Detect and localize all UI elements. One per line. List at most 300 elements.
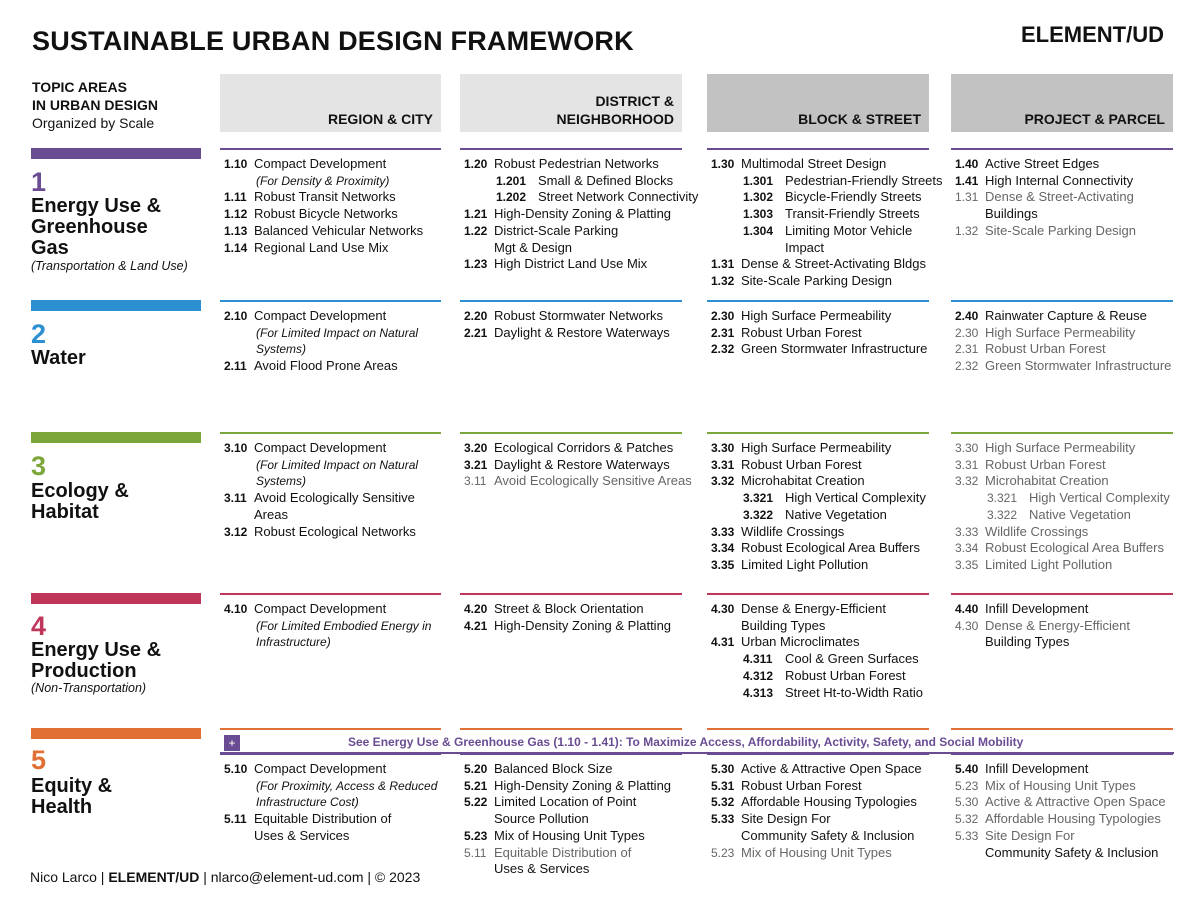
cell-item-list: [707, 434, 929, 574]
item-text: High Vertical Complexity: [785, 490, 926, 506]
item-text: Site Design For: [985, 827, 1075, 843]
framework-item: [460, 811, 682, 828]
topic-cell: [707, 432, 929, 574]
framework-item: [707, 273, 929, 290]
item-text: Site-Scale Parking Design: [741, 272, 893, 288]
framework-item: [707, 794, 929, 811]
column-header-project-parcel: [951, 74, 1173, 132]
item-text: Dense & Street-Activating Bldgs: [741, 256, 926, 272]
item-number: 4.313: [743, 685, 774, 700]
framework-item: [707, 507, 929, 524]
framework-item: [460, 761, 682, 778]
cell-item-list: [460, 302, 682, 341]
framework-item: [951, 524, 1173, 541]
item-text: Robust Ecological Area Buffers: [985, 540, 1164, 556]
cell-item-list: [220, 434, 441, 540]
framework-item: [707, 457, 929, 474]
item-number: 2.21: [464, 325, 488, 340]
column-header-region-city: [220, 74, 441, 132]
item-text: Affordable Housing Typologies: [985, 811, 1161, 827]
item-text: Microhabitat Creation: [985, 473, 1109, 489]
footer-contact: | nlarco@element-ud.com | © 2023: [199, 869, 421, 885]
item-number: 4.20: [464, 602, 488, 616]
item-text: Robust Ecological Networks: [254, 523, 416, 539]
framework-item: [460, 861, 682, 878]
topic-name: [31, 776, 112, 818]
item-text: Infill Development: [985, 601, 1089, 616]
column-header-label-line2: NEIGHBORHOOD: [556, 111, 674, 127]
item-text: Limited Location of Point: [494, 794, 637, 810]
framework-item: [707, 341, 929, 358]
item-text: Uses & Services: [254, 827, 350, 843]
item-text: Robust Stormwater Networks: [494, 308, 664, 323]
item-text: Dense & Energy-Efficient: [741, 601, 886, 616]
item-number: 1.31: [955, 190, 979, 205]
item-text: Transit-Friendly Streets: [785, 206, 920, 222]
item-text: (For Proximity, Access & Reduced: [256, 778, 438, 793]
topic-cell: [460, 432, 692, 490]
item-number: 4.30: [955, 618, 979, 633]
item-text: Pedestrian-Friendly Streets: [785, 172, 943, 188]
framework-item: [951, 325, 1173, 342]
item-number: 5.30: [711, 762, 735, 776]
footer-author: Nico Larco |: [30, 869, 109, 885]
framework-item: [707, 540, 929, 557]
framework-item: [951, 156, 1173, 173]
item-number: 2.32: [711, 342, 735, 357]
framework-item: [951, 557, 1173, 574]
item-number: 1.41: [955, 173, 979, 188]
framework-item: [707, 223, 929, 240]
framework-item: [220, 507, 441, 524]
item-text: Uses & Services: [494, 861, 590, 877]
framework-item: [707, 325, 929, 342]
item-number: 5.31: [711, 778, 735, 793]
item-number: 1.12: [224, 207, 248, 222]
item-text: Impact: [785, 239, 825, 255]
item-text: Building Types: [741, 617, 826, 633]
item-number: 1.10: [224, 157, 248, 171]
framework-item: [707, 189, 929, 206]
topic-cell: [220, 753, 441, 845]
topic-name-line: Equity &: [31, 775, 113, 797]
cell-item-list: [707, 595, 929, 701]
item-text: Robust Urban Forest: [741, 324, 862, 340]
framework-item: [220, 358, 441, 375]
item-number: 3.30: [955, 441, 979, 455]
item-number: 5.11: [464, 845, 487, 860]
topic-cell: [951, 753, 1173, 861]
framework-item: [220, 524, 441, 541]
framework-item: [220, 473, 441, 490]
item-text: Affordable Housing Typologies: [741, 794, 917, 810]
item-number: 5.40: [955, 762, 979, 776]
framework-item: [951, 206, 1173, 223]
footer-brand: ELEMENT/UD: [108, 869, 200, 885]
framework-item: [460, 845, 682, 862]
item-text: Small & Defined Blocks: [538, 172, 674, 188]
cell-item-list: [460, 434, 692, 490]
item-number: 3.35: [955, 557, 979, 572]
item-text: Native Vegetation: [785, 506, 887, 522]
item-number: 3.10: [224, 441, 248, 455]
cell-topic-rule: [707, 728, 929, 730]
framework-item: [460, 156, 682, 173]
item-number: 3.321: [743, 491, 774, 506]
topic-cell: [951, 593, 1173, 651]
cell-item-list: [460, 150, 699, 273]
item-text: District-Scale Parking: [494, 222, 619, 238]
item-text: High-Density Zoning & Platting: [494, 617, 672, 633]
framework-item: [220, 457, 441, 474]
topic-cell: [951, 148, 1173, 240]
topic-name: [31, 640, 161, 682]
item-number: 3.321: [987, 491, 1018, 506]
item-number: 3.20: [464, 441, 488, 455]
topic-cell: [707, 753, 929, 861]
framework-item: [707, 618, 929, 635]
framework-item: [707, 634, 929, 651]
item-number: 4.10: [224, 602, 248, 616]
item-number: 5.30: [955, 795, 979, 810]
framework-item: [951, 308, 1173, 325]
item-text: High-Density Zoning & Platting: [494, 777, 672, 793]
framework-item: [220, 490, 441, 507]
topic-color-swatch: [31, 432, 201, 443]
item-number: 3.33: [711, 524, 735, 539]
item-number: 3.32: [955, 474, 979, 489]
item-text: Active Street Edges: [985, 156, 1100, 171]
item-text: Wildlife Crossings: [985, 523, 1089, 539]
item-text: Mix of Housing Unit Types: [741, 844, 892, 860]
item-text: Active & Attractive Open Space: [985, 794, 1166, 810]
item-text: Community Safety & Inclusion: [741, 827, 915, 843]
topic-cell: [460, 753, 682, 878]
framework-item: [460, 618, 682, 635]
item-number: 5.20: [464, 762, 488, 776]
topic-cell: [220, 593, 441, 651]
framework-item: [707, 685, 929, 702]
cell-item-list: [707, 302, 929, 358]
framework-item: [707, 761, 929, 778]
item-number: 1.202: [496, 190, 527, 205]
item-text: Cool & Green Surfaces: [785, 651, 919, 667]
topic-cell: [220, 300, 441, 375]
framework-item: [220, 206, 441, 223]
item-text: Infrastructure Cost): [256, 795, 359, 810]
item-text: Limiting Motor Vehicle: [785, 222, 913, 238]
framework-item: [707, 828, 929, 845]
item-text: Equitable Distribution of: [494, 844, 632, 860]
topic-name-line: Gas: [31, 237, 69, 259]
topic-name-line: Production: [31, 660, 137, 682]
item-number: 2.30: [955, 325, 979, 340]
item-text: Avoid Ecologically Sensitive: [254, 490, 415, 506]
item-number: 4.311: [743, 652, 773, 667]
item-text: Street Network Connectivity: [538, 189, 699, 205]
framework-item: [460, 308, 682, 325]
topic-header-line1: TOPIC AREAS: [32, 79, 127, 95]
item-number: 5.23: [955, 778, 979, 793]
framework-item: [951, 223, 1173, 240]
item-text: Daylight & Restore Waterways: [494, 324, 670, 340]
item-text: Dense & Energy-Efficient: [985, 617, 1130, 633]
item-number: 3.34: [955, 541, 979, 556]
item-text: Systems): [256, 342, 307, 357]
item-number: 5.23: [464, 828, 488, 843]
framework-item: [707, 473, 929, 490]
item-text: High-Density Zoning & Platting: [494, 206, 672, 222]
framework-item: [951, 828, 1173, 845]
topic-number: 1: [31, 167, 47, 197]
framework-item: [951, 761, 1173, 778]
column-header-block-street: [707, 74, 929, 132]
framework-item: [460, 473, 692, 490]
item-number: 5.10: [224, 762, 248, 776]
item-number: 3.33: [955, 524, 979, 539]
framework-item: [707, 651, 929, 668]
topic-name: [31, 348, 86, 369]
item-text: Robust Urban Forest: [985, 456, 1106, 472]
cell-item-list: [460, 595, 682, 634]
framework-item: [951, 811, 1173, 828]
item-text: Balanced Block Size: [494, 761, 613, 776]
framework-item: [951, 358, 1173, 375]
item-text: Robust Urban Forest: [741, 777, 862, 793]
topic-cell: [460, 593, 682, 634]
topic-number: 2: [31, 319, 47, 349]
topic-name-line: Habitat: [31, 501, 99, 523]
item-text: Green Stormwater Infrastructure: [741, 341, 928, 357]
item-number: 1.303: [743, 207, 774, 222]
cell-item-list: [220, 302, 441, 375]
item-number: 5.23: [711, 845, 735, 860]
item-number: 1.32: [955, 223, 979, 238]
cell-item-list: [460, 755, 682, 878]
topic-number: 3: [31, 451, 47, 481]
item-text: High Internal Connectivity: [985, 172, 1134, 188]
item-number: 1.22: [464, 223, 488, 238]
framework-item: [220, 811, 441, 828]
cell-item-list: [951, 595, 1173, 651]
item-number: 1.13: [224, 223, 248, 238]
item-number: 1.20: [464, 157, 488, 171]
item-text: Buildings: [985, 206, 1038, 222]
framework-item: [220, 601, 441, 618]
framework-item: [707, 440, 929, 457]
item-text: Robust Urban Forest: [985, 341, 1106, 357]
item-text: Mgt & Design: [494, 239, 573, 255]
cell-item-list: [707, 755, 929, 861]
plus-icon: +: [224, 735, 240, 751]
topic-name: [31, 481, 129, 523]
framework-item: [951, 440, 1173, 457]
column-header-label: BLOCK & STREET: [798, 111, 921, 127]
item-number: 3.34: [711, 541, 735, 556]
item-text: Robust Urban Forest: [741, 456, 862, 472]
framework-item: [951, 490, 1173, 507]
framework-item: [951, 794, 1173, 811]
item-text: Robust Bicycle Networks: [254, 206, 398, 222]
item-number: 1.23: [464, 257, 488, 272]
framework-item: [951, 845, 1173, 862]
item-number: 3.21: [464, 457, 488, 472]
topic-header-line2: IN URBAN DESIGN: [32, 97, 159, 113]
framework-item: [707, 668, 929, 685]
framework-item: [951, 778, 1173, 795]
topic-name-line: Ecology &: [31, 480, 129, 502]
framework-item: [460, 256, 682, 273]
framework-item: [220, 156, 441, 173]
item-text: Systems): [256, 474, 307, 489]
item-text: Compact Development: [254, 601, 387, 616]
topic-name-line: Water: [31, 347, 86, 369]
item-number: 1.304: [743, 223, 774, 238]
item-number: 5.21: [464, 778, 488, 793]
framework-item: [707, 601, 929, 618]
framework-item: [951, 634, 1173, 651]
item-number: 1.40: [955, 157, 979, 171]
item-number: 1.32: [711, 273, 735, 288]
topic-color-swatch: [31, 148, 201, 159]
topic-name-line: Greenhouse: [31, 216, 148, 238]
topic-color-swatch: [31, 300, 201, 311]
item-number: 2.30: [711, 309, 735, 323]
topic-name: [31, 196, 161, 259]
item-text: Street & Block Orientation: [494, 601, 644, 616]
framework-item: [707, 811, 929, 828]
item-text: Equitable Distribution of: [254, 811, 392, 827]
item-text: Avoid Ecologically Sensitive Areas: [494, 473, 692, 489]
framework-item: [220, 634, 441, 651]
item-number: 3.11: [464, 474, 487, 489]
framework-item: [951, 540, 1173, 557]
framework-item: [951, 341, 1173, 358]
item-number: 5.32: [711, 795, 735, 810]
framework-item: [951, 507, 1173, 524]
item-text: High Vertical Complexity: [1029, 490, 1170, 506]
framework-item: [707, 490, 929, 507]
item-number: 1.21: [464, 207, 488, 222]
framework-item: [951, 457, 1173, 474]
framework-item: [707, 524, 929, 541]
item-text: High Surface Permeability: [741, 308, 892, 323]
topic-cell: [951, 432, 1173, 574]
item-text: Wildlife Crossings: [741, 523, 845, 539]
framework-item: [707, 557, 929, 574]
framework-item: [460, 440, 682, 457]
cell-item-list: [951, 150, 1173, 240]
item-number: 3.30: [711, 441, 735, 455]
topic-subtitle: (Non-Transportation): [31, 681, 147, 695]
item-text: (For Limited Embodied Energy in: [256, 618, 432, 633]
topic-cell: [707, 148, 943, 290]
item-number: 2.31: [955, 342, 979, 357]
framework-item: [951, 601, 1173, 618]
item-number: 4.312: [743, 668, 774, 683]
framework-item: [951, 473, 1173, 490]
topic-name-line: Health: [31, 796, 93, 818]
item-text: Building Types: [985, 634, 1070, 650]
item-text: Compact Development: [254, 761, 387, 776]
item-number: 2.10: [224, 309, 248, 323]
item-text: Urban Microclimates: [741, 634, 860, 650]
topic-name-line: Energy Use &: [31, 195, 162, 217]
column-header-label: PROJECT & PARCEL: [1024, 111, 1165, 127]
framework-item: [220, 778, 441, 795]
item-number: 2.32: [955, 359, 979, 374]
cell-topic-rule: [951, 728, 1173, 730]
topic-cell: [460, 148, 699, 273]
framework-item: [460, 223, 682, 240]
banner-rule: [220, 752, 1174, 754]
topic-header-line3: Organized by Scale: [32, 115, 155, 131]
item-text: Bicycle-Friendly Streets: [785, 189, 922, 205]
topic-cell: [707, 300, 929, 358]
item-text: Ecological Corridors & Patches: [494, 440, 674, 455]
item-number: 2.31: [711, 325, 735, 340]
column-header-label-line1: DISTRICT &: [595, 93, 674, 109]
item-number: 5.33: [711, 812, 735, 827]
item-number: 1.11: [224, 190, 247, 205]
framework-item: [460, 828, 682, 845]
framework-item: [220, 240, 441, 257]
topic-name-line: Energy Use &: [31, 639, 162, 661]
framework-item: [707, 308, 929, 325]
framework-item: [951, 173, 1173, 190]
framework-item: [220, 761, 441, 778]
framework-item: [951, 189, 1173, 206]
framework-item: [220, 223, 441, 240]
framework-item: [707, 845, 929, 862]
topic-cell: [951, 300, 1173, 375]
item-number: 3.31: [955, 457, 979, 472]
topic-color-swatch: [31, 593, 201, 604]
item-text: Site Design For: [741, 811, 831, 827]
cell-item-list: [220, 150, 441, 256]
item-text: Infill Development: [985, 761, 1089, 776]
framework-item: [460, 206, 682, 223]
item-text: Mix of Housing Unit Types: [985, 777, 1136, 793]
brand-logo: ELEMENT/UD: [1021, 22, 1164, 47]
item-text: (For Density & Proximity): [256, 173, 390, 188]
item-text: Limited Light Pollution: [985, 556, 1113, 572]
item-number: 3.35: [711, 557, 735, 572]
framework-item: [707, 206, 929, 223]
framework-item: [220, 828, 441, 845]
item-text: Source Pollution: [494, 811, 589, 827]
item-text: Robust Pedestrian Networks: [494, 156, 659, 171]
framework-item: [460, 457, 682, 474]
framework-item: [220, 618, 441, 635]
framework-item: [220, 189, 441, 206]
cell-topic-rule: [220, 728, 441, 730]
item-number: 3.12: [224, 524, 248, 539]
cell-item-list: [220, 595, 441, 651]
framework-item: [707, 156, 929, 173]
topic-color-swatch: [31, 728, 201, 739]
item-number: 5.11: [224, 812, 247, 827]
topic-cell: [460, 300, 682, 341]
item-text: Active & Attractive Open Space: [741, 761, 922, 776]
item-number: 5.32: [955, 812, 979, 827]
framework-item: [460, 325, 682, 342]
item-text: High District Land Use Mix: [494, 256, 648, 272]
framework-item: [707, 240, 929, 257]
topic-cell: [220, 432, 441, 540]
framework-item: [220, 308, 441, 325]
framework-item: [460, 240, 682, 257]
